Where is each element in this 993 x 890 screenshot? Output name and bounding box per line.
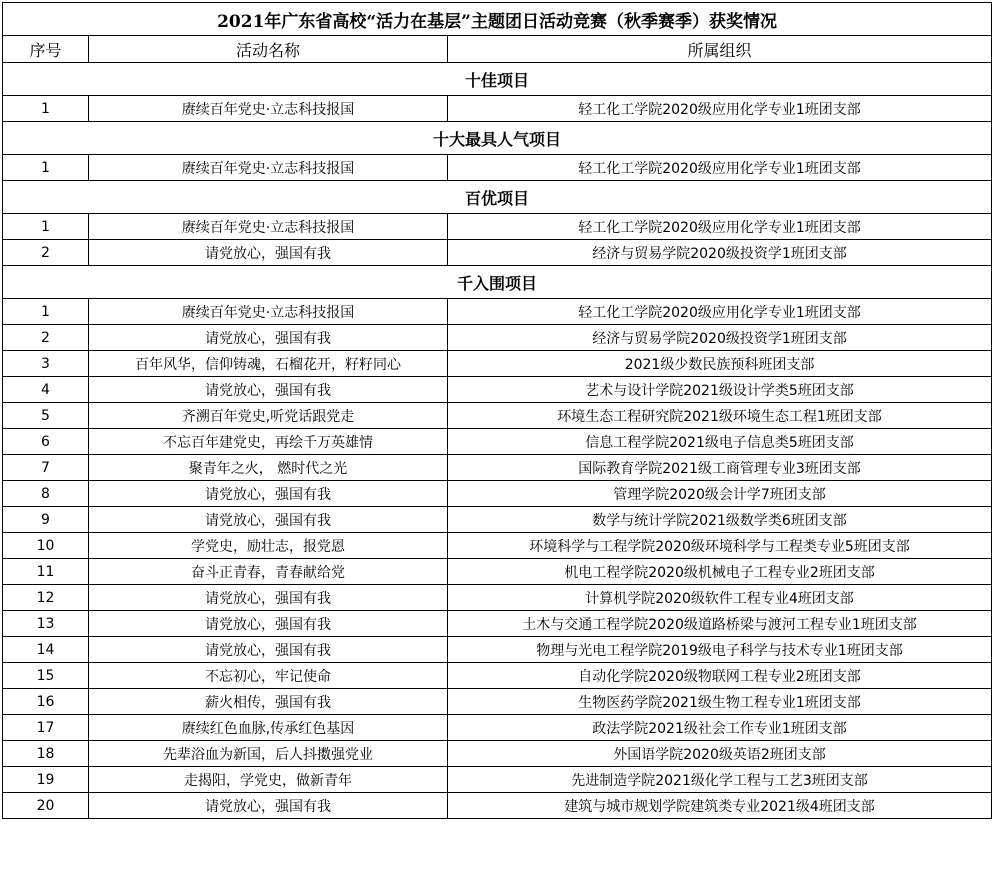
org-cell: 自动化学院2020级物联网工程专业2班团支部 [448,663,992,689]
activity-cell: 请党放心，强国有我 [89,611,448,637]
section-title: 十大最具人气项目 [3,122,992,155]
activity-cell: 奋斗正青春，青春献给党 [89,559,448,585]
no-cell: 7 [3,455,89,481]
activity-cell: 不忘初心，牢记使命 [89,663,448,689]
no-cell: 9 [3,507,89,533]
no-cell: 14 [3,637,89,663]
table-row [3,429,992,455]
table-row [3,455,992,481]
section-row [3,63,992,96]
no-cell: 4 [3,377,89,403]
title-row [3,3,992,36]
no-cell: 2 [3,325,89,351]
org-cell: 外国语学院2020级英语2班团支部 [448,741,992,767]
table-row [3,689,992,715]
activity-cell: 走揭阳，学党史，做新青年 [89,767,448,793]
column-header-no: 序号 [3,36,89,63]
table-row [3,793,992,819]
org-cell: 机电工程学院2020级机械电子工程专业2班团支部 [448,559,992,585]
table-row [3,585,992,611]
table-title: 2021年广东省高校“活力在基层”主题团日活动竞赛（秋季赛季）获奖情况 [3,3,992,36]
no-cell: 15 [3,663,89,689]
activity-cell: 赓续百年党史·立志科技报国 [89,155,448,181]
activity-cell: 不忘百年建党史，再绘千万英雄情 [89,429,448,455]
org-cell: 生物医药学院2021级生物工程专业1班团支部 [448,689,992,715]
no-cell: 6 [3,429,89,455]
table-body [3,63,992,819]
activity-cell: 请党放心，强国有我 [89,637,448,663]
section-row [3,181,992,214]
column-header-org: 所属组织 [448,36,992,63]
org-cell: 轻工化工学院2020级应用化学专业1班团支部 [448,299,992,325]
org-cell: 轻工化工学院2020级应用化学专业1班团支部 [448,214,992,240]
section-title: 十佳项目 [3,63,992,96]
table-row [3,507,992,533]
activity-cell: 请党放心，强国有我 [89,240,448,266]
table-row [3,214,992,240]
activity-cell: 赓续百年党史·立志科技报国 [89,214,448,240]
no-cell: 11 [3,559,89,585]
activity-cell: 百年风华，信仰铸魂，石榴花开，籽籽同心 [89,351,448,377]
no-cell: 3 [3,351,89,377]
org-cell: 土木与交通工程学院2020级道路桥梁与渡河工程专业1班团支部 [448,611,992,637]
table-row [3,377,992,403]
activity-cell: 请党放心，强国有我 [89,481,448,507]
org-cell: 政法学院2021级社会工作专业1班团支部 [448,715,992,741]
activity-cell: 请党放心，强国有我 [89,377,448,403]
no-cell: 12 [3,585,89,611]
table-row [3,96,992,122]
header-row [3,36,992,63]
org-cell: 环境生态工程研究院2021级环境生态工程1班团支部 [448,403,992,429]
section-row [3,122,992,155]
activity-cell: 请党放心，强国有我 [89,585,448,611]
activity-cell: 学党史，励壮志，报党恩 [89,533,448,559]
table-row [3,741,992,767]
table-row [3,155,992,181]
no-cell: 1 [3,214,89,240]
table-row [3,715,992,741]
activity-cell: 齐溯百年党史,听党话跟党走 [89,403,448,429]
award-table [2,2,992,819]
org-cell: 管理学院2020级会计学7班团支部 [448,481,992,507]
activity-cell: 先辈浴血为新国，后人抖擞强党业 [89,741,448,767]
no-cell: 1 [3,96,89,122]
org-cell: 艺术与设计学院2021级设计学类5班团支部 [448,377,992,403]
activity-cell: 请党放心，强国有我 [89,325,448,351]
table-row [3,637,992,663]
org-cell: 先进制造学院2021级化学工程与工艺3班团支部 [448,767,992,793]
table-row [3,325,992,351]
org-cell: 信息工程学院2021级电子信息类5班团支部 [448,429,992,455]
org-cell: 2021级少数民族预科班团支部 [448,351,992,377]
activity-cell: 薪火相传，强国有我 [89,689,448,715]
activity-cell: 赓续红色血脉,传承红色基因 [89,715,448,741]
org-cell: 建筑与城市规划学院建筑类专业2021级4班团支部 [448,793,992,819]
section-title: 千入围项目 [3,266,992,299]
org-cell: 经济与贸易学院2020级投资学1班团支部 [448,240,992,266]
table-row [3,481,992,507]
table-row [3,611,992,637]
table-row [3,299,992,325]
activity-cell: 聚青年之火， 燃时代之光 [89,455,448,481]
org-cell: 轻工化工学院2020级应用化学专业1班团支部 [448,155,992,181]
org-cell: 经济与贸易学院2020级投资学1班团支部 [448,325,992,351]
table-row [3,351,992,377]
section-row [3,266,992,299]
org-cell: 环境科学与工程学院2020级环境科学与工程类专业5班团支部 [448,533,992,559]
no-cell: 13 [3,611,89,637]
org-cell: 计算机学院2020级软件工程专业4班团支部 [448,585,992,611]
table-row [3,403,992,429]
table-row [3,533,992,559]
no-cell: 10 [3,533,89,559]
no-cell: 1 [3,155,89,181]
no-cell: 1 [3,299,89,325]
no-cell: 8 [3,481,89,507]
table-row [3,767,992,793]
activity-cell: 请党放心，强国有我 [89,793,448,819]
no-cell: 20 [3,793,89,819]
org-cell: 轻工化工学院2020级应用化学专业1班团支部 [448,96,992,122]
no-cell: 17 [3,715,89,741]
table-row [3,559,992,585]
org-cell: 物理与光电工程学院2019级电子科学与技术专业1班团支部 [448,637,992,663]
org-cell: 国际教育学院2021级工商管理专业3班团支部 [448,455,992,481]
activity-cell: 赓续百年党史·立志科技报国 [89,299,448,325]
no-cell: 2 [3,240,89,266]
activity-cell: 赓续百年党史·立志科技报国 [89,96,448,122]
no-cell: 16 [3,689,89,715]
no-cell: 19 [3,767,89,793]
activity-cell: 请党放心，强国有我 [89,507,448,533]
section-title: 百优项目 [3,181,992,214]
no-cell: 5 [3,403,89,429]
table-row [3,663,992,689]
org-cell: 数学与统计学院2021级数学类6班团支部 [448,507,992,533]
column-header-activity: 活动名称 [89,36,448,63]
no-cell: 18 [3,741,89,767]
table-row [3,240,992,266]
